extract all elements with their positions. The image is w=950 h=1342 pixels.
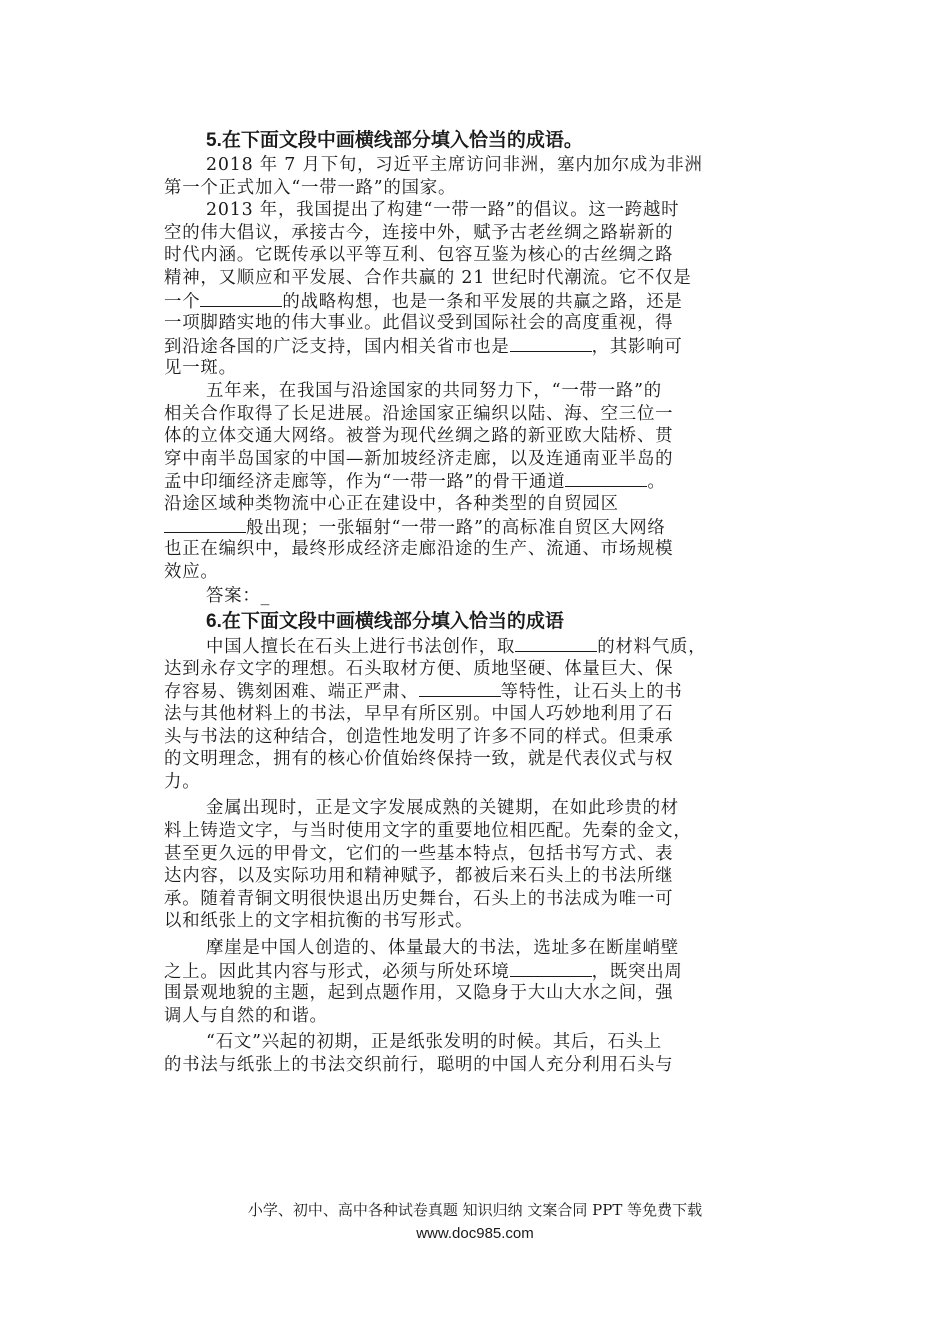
text-line: 相关合作取得了长足进展。沿途国家正编织以陆、海、空三位一: [164, 403, 674, 424]
text-segment: 等特性，让石头上的书: [500, 682, 683, 703]
answer-label: 答案：_: [206, 586, 271, 607]
text-line: 围景观地貌的主题，起到点题作用，又隐身于大山大水之间，强: [164, 983, 674, 1004]
footer-text: 小学、初中、高中各种试卷真题 知识归纳 文案合同 PPT 等免费下载: [247, 1201, 703, 1219]
text-line: 沿途区域种类物流中心正在建设中，各种类型的自贸园区: [164, 493, 619, 514]
text-segment: 存容易、镌刻困难、端正严肃、: [164, 682, 419, 703]
q6-paragraph-3: [164, 937, 788, 1027]
text-line: 空的伟大倡议，承接古今，连接中外，赋予古老丝绸之路崭新的: [164, 222, 674, 243]
text-segment: 到沿途各国的广泛支持，国内相关省市也是: [164, 336, 510, 357]
text-line: 头与书法的这种结合，创造性地发明了许多不同的样式。但秉承: [164, 726, 674, 747]
text-segment: 的材料气质，: [597, 637, 707, 658]
text-line: 也正在编织中，最终形成经济走廊沿途的生产、流通、市场规模: [164, 539, 674, 560]
text-line: [164, 335, 788, 358]
fill-blank: [200, 290, 282, 307]
text-line: 五年来，在我国与沿途国家的共同努力下，“一带一路”的: [206, 380, 662, 401]
text-segment: ，既突出周: [591, 961, 683, 982]
text-line: 精神，又顺应和平发展、合作共赢的 21 世纪时代潮流。它不仅是: [164, 267, 692, 288]
text-line: 穿中南半岛国家的中国—新加坡经济走廊，以及连通南亚半岛的: [164, 448, 674, 469]
fill-blank: [565, 470, 647, 487]
text-line: 时代内涵。它既传承以平等互利、包容互鉴为核心的古丝绸之路: [164, 245, 674, 266]
text-line: [164, 680, 788, 703]
fill-blank: [164, 516, 246, 533]
q6-paragraph-2: [164, 797, 788, 933]
text-line: 调人与自然的和谐。: [164, 1005, 328, 1026]
text-line: 法与其他材料上的书法，早早有所区别。中国人巧妙地利用了石: [164, 704, 674, 725]
text-line: [164, 290, 788, 313]
text-line: 见一斑。: [164, 358, 237, 379]
text-line: [164, 960, 788, 983]
text-line: 第一个正式加入“一带一路”的国家。: [164, 177, 457, 198]
text-line: 金属出现时，正是文字发展成熟的关键期，在如此珍贵的材: [206, 798, 679, 819]
text-segment: 的战略构想，也是一条和平发展的共赢之路，还是: [282, 291, 683, 312]
text-line: 达内容，以及实际功用和精神赋予，都被后来石头上的书法所继: [164, 866, 674, 887]
text-line: 甚至更久远的甲骨文，它们的一些基本特点，包括书写方式、表: [164, 843, 674, 864]
document-body: [164, 128, 788, 1077]
text-line: [164, 635, 788, 658]
text-segment: 中国人擅长在石头上进行书法创作，取: [206, 637, 516, 658]
text-line: 以和纸张上的文字相抗衡的书写形式。: [164, 911, 474, 932]
text-line: 达到永存文字的理想。石头取材方便、质地坚硬、体量巨大、保: [164, 658, 674, 679]
fill-blank: [510, 960, 592, 977]
q6-paragraph-1: [164, 635, 788, 793]
fill-blank: [419, 680, 501, 697]
text-line: 料上铸造文字，与当时使用文字的重要地位相匹配。先秦的金文，: [164, 821, 692, 842]
text-line: 一项脚踏实地的伟大事业。此倡议受到国际社会的高度重视，得: [164, 313, 674, 334]
text-segment: 般出现；一张辐射“一带一路”的高标准自贸区大网络: [246, 517, 666, 538]
text-line: 摩崖是中国人创造的、体量最大的书法，选址多在断崖峭壁: [206, 938, 679, 958]
text-line: 效应。: [164, 561, 219, 582]
question-6-title: 6.在下面文段中画横线部分填入恰当的成语: [206, 611, 564, 633]
fill-blank: [510, 335, 592, 352]
q5-paragraph-1: [164, 154, 788, 199]
text-line: [164, 470, 788, 493]
text-line: 力。: [164, 771, 201, 792]
q5-paragraph-2: [164, 199, 788, 380]
text-line: [164, 516, 788, 539]
text-line: “石文”兴起的初期，正是纸张发明的时候。其后，石头上: [206, 1032, 662, 1053]
text-line: 体的立体交通大网络。被誉为现代丝绸之路的新亚欧大陆桥、贯: [164, 426, 674, 447]
footer-url[interactable]: www.doc985.com: [416, 1225, 534, 1242]
text-segment: ，其影响可: [591, 336, 683, 357]
text-segment: 。: [647, 472, 666, 493]
text-line: 的文明理念，拥有的核心价值始终保持一致，就是代表仪式与权: [164, 749, 674, 770]
text-line: 承。随着青铜文明很快退出历史舞台，石头上的书法成为唯一可: [164, 888, 674, 909]
q5-paragraph-3: [164, 380, 788, 583]
fill-blank: [515, 635, 597, 652]
text-line: 2013 年，我国提出了构建“一带一路”的倡议。这一跨越时: [206, 200, 680, 221]
q6-paragraph-4: [164, 1031, 788, 1076]
text-line: 的书法与纸张上的书法交织前行，聪明的中国人充分利用石头与: [164, 1054, 674, 1075]
text-line: 2018 年 7 月下旬，习近平主席访问非洲，塞内加尔成为非洲: [206, 155, 703, 175]
text-segment: 一个: [164, 291, 201, 312]
text-segment: 孟中印缅经济走廊等，作为“一带一路”的骨干通道: [164, 472, 566, 493]
question-5-title: 5.在下面文段中画横线部分填入恰当的成语。: [206, 130, 583, 151]
text-segment: 之上。因此其内容与形式，必须与所处环境: [164, 961, 510, 982]
